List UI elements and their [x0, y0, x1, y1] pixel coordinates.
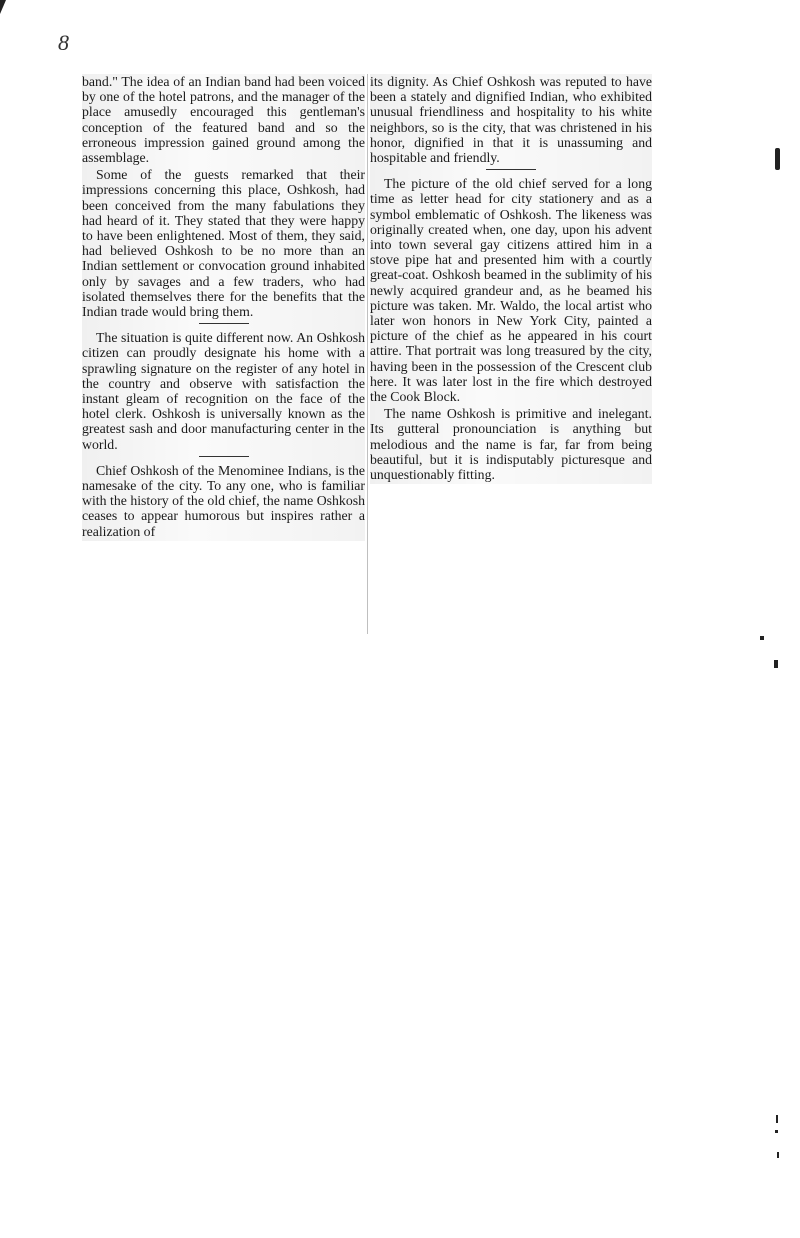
paragraph: The situation is quite different now. An Oshkosh citizen can proudly designate his home with a sprawling signature on the register of any hotel in the country and observe with satisfaction the instant gleam of recognition on the face of the hotel clerk. Oshkosh is universally known as the greatest sash and door manufacturing center in the world. [82, 330, 365, 452]
scan-speck [774, 660, 778, 668]
scan-speck [775, 1130, 778, 1133]
scan-corner-mark [0, 0, 6, 14]
scan-speck [760, 636, 764, 640]
paragraph: Some of the guests remarked that their impressions concerning this place, Oshkosh, had been conceived from the many fabulations they had heard of it. They stated that they were happy to have been enlightened. Most of them, they said, had believed Oshkosh to be no more than an Indian settlement or convocation ground inhabited only by savages and a few traders, who had isolated themselves there for the benefits that the Indian trade would bring them. [82, 167, 365, 320]
paragraph: The name Oshkosh is primitive and inelegant. Its gutteral pronounciation is anything but melodious and the name is far, far from being beautiful, but it is indisputably picturesque and unquestionably fitting. [370, 406, 652, 483]
section-rule [486, 169, 536, 170]
scan-speck [775, 148, 780, 170]
paragraph: Chief Oshkosh of the Menominee Indians, is the namesake of the city. To any one, who is familiar with the history of the old chief, the name Oshkosh ceases to appear humorous but inspires rather a realization of [82, 462, 365, 539]
section-rule [199, 456, 249, 457]
article-column-right [370, 74, 652, 484]
paragraph: band." The idea of an Indian band had been voiced by one of the hotel patrons, and the manager of the place amusedly encouraged this gentleman's conception of the featured band and so the erroneous impression gained ground among the assemblage. [82, 74, 365, 166]
paragraph: its dignity. As Chief Oshkosh was reputed to have been a stately and dignified Indian, who exhibited unusual friendliness and hospitality to his white neighbors, so is the city, that was christened in his honor, dignified in that it is unassuming and hospitable and friendly. [370, 74, 652, 166]
scan-speck [776, 1115, 778, 1123]
section-rule [199, 323, 249, 324]
paragraph: The picture of the old chief served for a long time as letter head for city stationery and as a symbol emblematic of Oshkosh. The likeness was originally created when, one day, upon his advent into town several gay citizens attired him in a stove pipe hat and presented him with a courtly great-coat. Oshkosh beamed in the sublimity of his newly acquired grandeur and, as he beamed his picture was taken. Mr. Waldo, the local artist who later won honors in New York City, painted a picture of the chief as he appeared in his court attire. That portrait was long treasured by the city, having been in the possession of the Crescent club here. It was later lost in the fire which destroyed the Cook Block. [370, 176, 652, 405]
page-number: 8 [58, 30, 69, 55]
column-divider [367, 74, 368, 634]
article-column-left [82, 74, 365, 541]
scan-speck [777, 1152, 779, 1158]
